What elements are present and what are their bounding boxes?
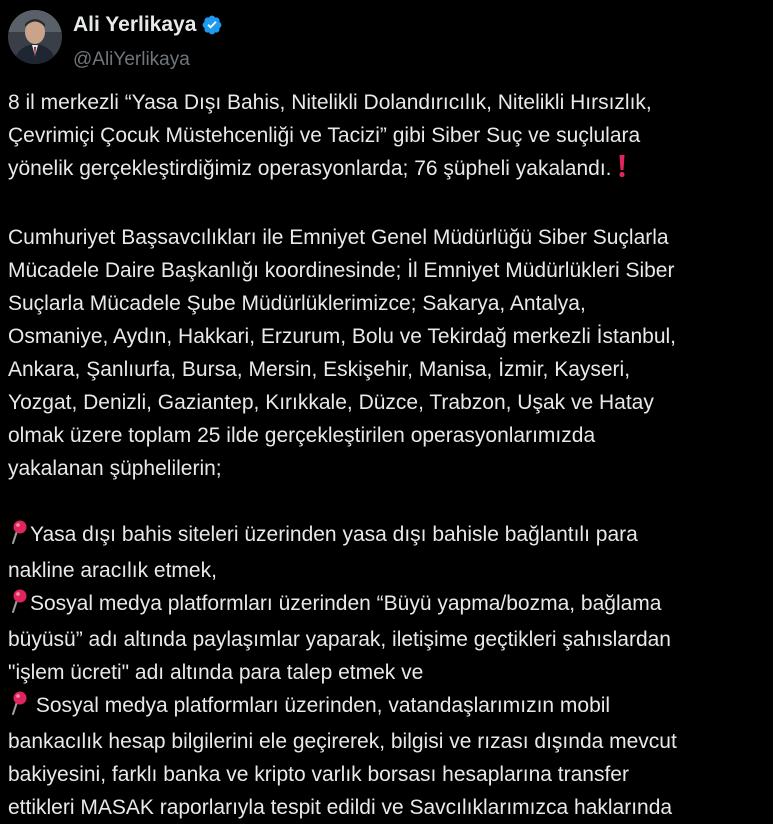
text-line: Ankara, Şanlıurfa, Bursa, Mersin, Eskişehir, Manisa, İzmir, Kayseri, bbox=[8, 358, 631, 381]
avatar-image bbox=[8, 10, 62, 64]
author-handle[interactable]: @AliYerlikaya bbox=[73, 49, 190, 70]
text-line: bankacılık hesap bilgilerini ele geçirerek, bilgisi ve rızası dışında mevcut bbox=[8, 730, 677, 753]
text-line: Cumhuriyet Başsavcılıkları ile Emniyet Genel Müdürlüğü Siber Suçlarla bbox=[8, 226, 669, 249]
bullet-item: Sosyal medya platformları üzerinden, vatandaşlarımızın mobil bbox=[8, 689, 773, 725]
verified-icon bbox=[201, 14, 223, 36]
tweet-text bbox=[8, 86, 773, 824]
text-line: olmak üzere toplam 25 ilde gerçekleştirilen operasyonlarımızda bbox=[8, 424, 596, 447]
text-line: 8 il merkezli “Yasa Dışı Bahis, Nitelikli Dolandırıcılık, Nitelikli Hırsızlık, bbox=[8, 91, 652, 114]
author-display-name[interactable]: Ali Yerlikaya bbox=[73, 13, 197, 36]
round-pushpin-icon bbox=[8, 520, 30, 554]
text-line: Suçlarla Mücadele Şube Müdürlüklerimizce; Sakarya, Antalya, bbox=[8, 292, 586, 315]
text-line: Yozgat, Denizli, Gaziantep, Kırıkkale, Düzce, Trabzon, Uşak ve Hatay bbox=[8, 391, 654, 414]
text-line: nakline aracılık etmek, bbox=[8, 559, 217, 582]
bullet-list bbox=[8, 518, 773, 824]
red-exclamation-icon bbox=[617, 154, 627, 188]
bullet-item: Sosyal medya platformları üzerinden “Büyü yapma/bozma, bağlama bbox=[8, 587, 773, 623]
author-name-row[interactable] bbox=[73, 12, 223, 38]
text-line: ettikleri MASAK raporlarıyla tespit edildi ve Savcılıklarımızca haklarında bbox=[8, 796, 673, 819]
text-line: yönelik gerçekleştirdiğimiz operasyonlarda; 76 şüpheli yakalandı. bbox=[8, 152, 773, 188]
bullet-item: Yasa dışı bahis siteleri üzerinden yasa dışı bahisle bağlantılı para bbox=[8, 518, 773, 554]
round-pushpin-icon bbox=[8, 589, 30, 623]
intro-paragraph bbox=[8, 86, 773, 188]
avatar[interactable] bbox=[8, 10, 62, 64]
context-paragraph bbox=[8, 221, 773, 485]
text-line: "işlem ücreti" adı altında para talep etmek ve bbox=[8, 661, 424, 684]
text-line: büyüsü” adı altında paylaşımlar yaparak, iletişime geçtikleri şahıslardan bbox=[8, 628, 671, 651]
tweet-header bbox=[8, 8, 765, 68]
text-line: Osmaniye, Aydın, Hakkari, Erzurum, Bolu ve Tekirdağ merkezli İstanbul, bbox=[8, 325, 677, 348]
text-line: Mücadele Daire Başkanlığı koordinesinde; İl Emniyet Müdürlükleri Siber bbox=[8, 259, 675, 282]
text-line: yakalanan şüphelilerin; bbox=[8, 457, 222, 480]
text-line: bakiyesini, farklı banka ve kripto varlık borsası hesaplarına transfer bbox=[8, 763, 629, 786]
round-pushpin-icon bbox=[8, 691, 30, 725]
text-line: Çevrimiçi Çocuk Müstehcenliği ve Tacizi” gibi Siber Suç ve suçlulara bbox=[8, 124, 641, 147]
